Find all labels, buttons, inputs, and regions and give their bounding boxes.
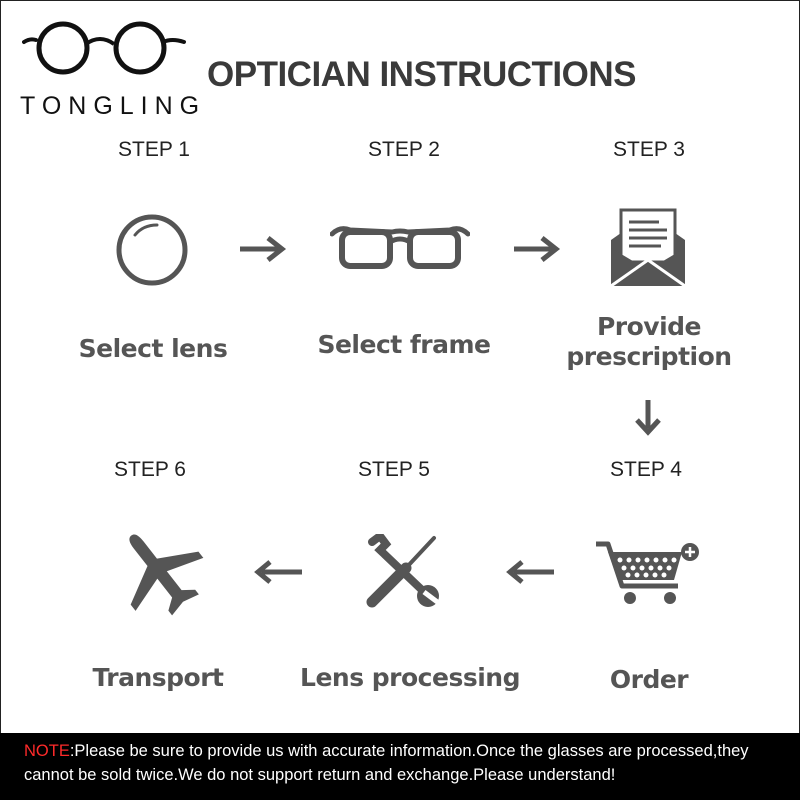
airplane-icon	[112, 524, 206, 618]
step-3-heading: STEP 3	[613, 138, 685, 161]
step-6-label: Transport	[92, 663, 224, 692]
step-3-label-line-1: Provide	[596, 312, 702, 341]
step-3-label	[519, 312, 779, 372]
envelope-document-icon	[611, 208, 685, 288]
step-2-heading: STEP 2	[368, 138, 440, 161]
step-6-heading: STEP 6	[114, 458, 186, 481]
shopping-cart-icon	[594, 540, 700, 606]
step-4-label: Order	[609, 665, 689, 694]
lens-icon	[115, 213, 189, 287]
step-5-label: Lens processing	[300, 663, 520, 692]
step-1-label: Select lens	[78, 334, 228, 363]
tools-icon	[362, 534, 442, 610]
notice-text: :Please be sure to provide us with accurate information.Once the glasses are processed,they cannot be sold twice.We do not support return and exchange.Please understand!	[24, 742, 749, 784]
tongling-glasses-logo	[22, 14, 192, 84]
note-label: NOTE	[24, 742, 70, 760]
step-4-heading: STEP 4	[610, 458, 682, 481]
page-title: OPTICIAN INSTRUCTIONS	[207, 55, 636, 94]
step-2-label: Select frame	[317, 330, 491, 359]
arrow-left-icon	[254, 559, 304, 585]
step-3-label-line-2: prescription	[566, 342, 732, 371]
arrow-left-icon	[506, 559, 556, 585]
arrow-right-icon	[238, 234, 288, 264]
footer-notice	[0, 733, 800, 800]
brand-name: TONGLING	[20, 92, 207, 120]
glasses-icon	[330, 222, 470, 274]
step-1-heading: STEP 1	[118, 138, 190, 161]
arrow-right-icon	[512, 234, 562, 264]
step-5-heading: STEP 5	[358, 458, 430, 481]
arrow-down-icon	[633, 398, 663, 436]
